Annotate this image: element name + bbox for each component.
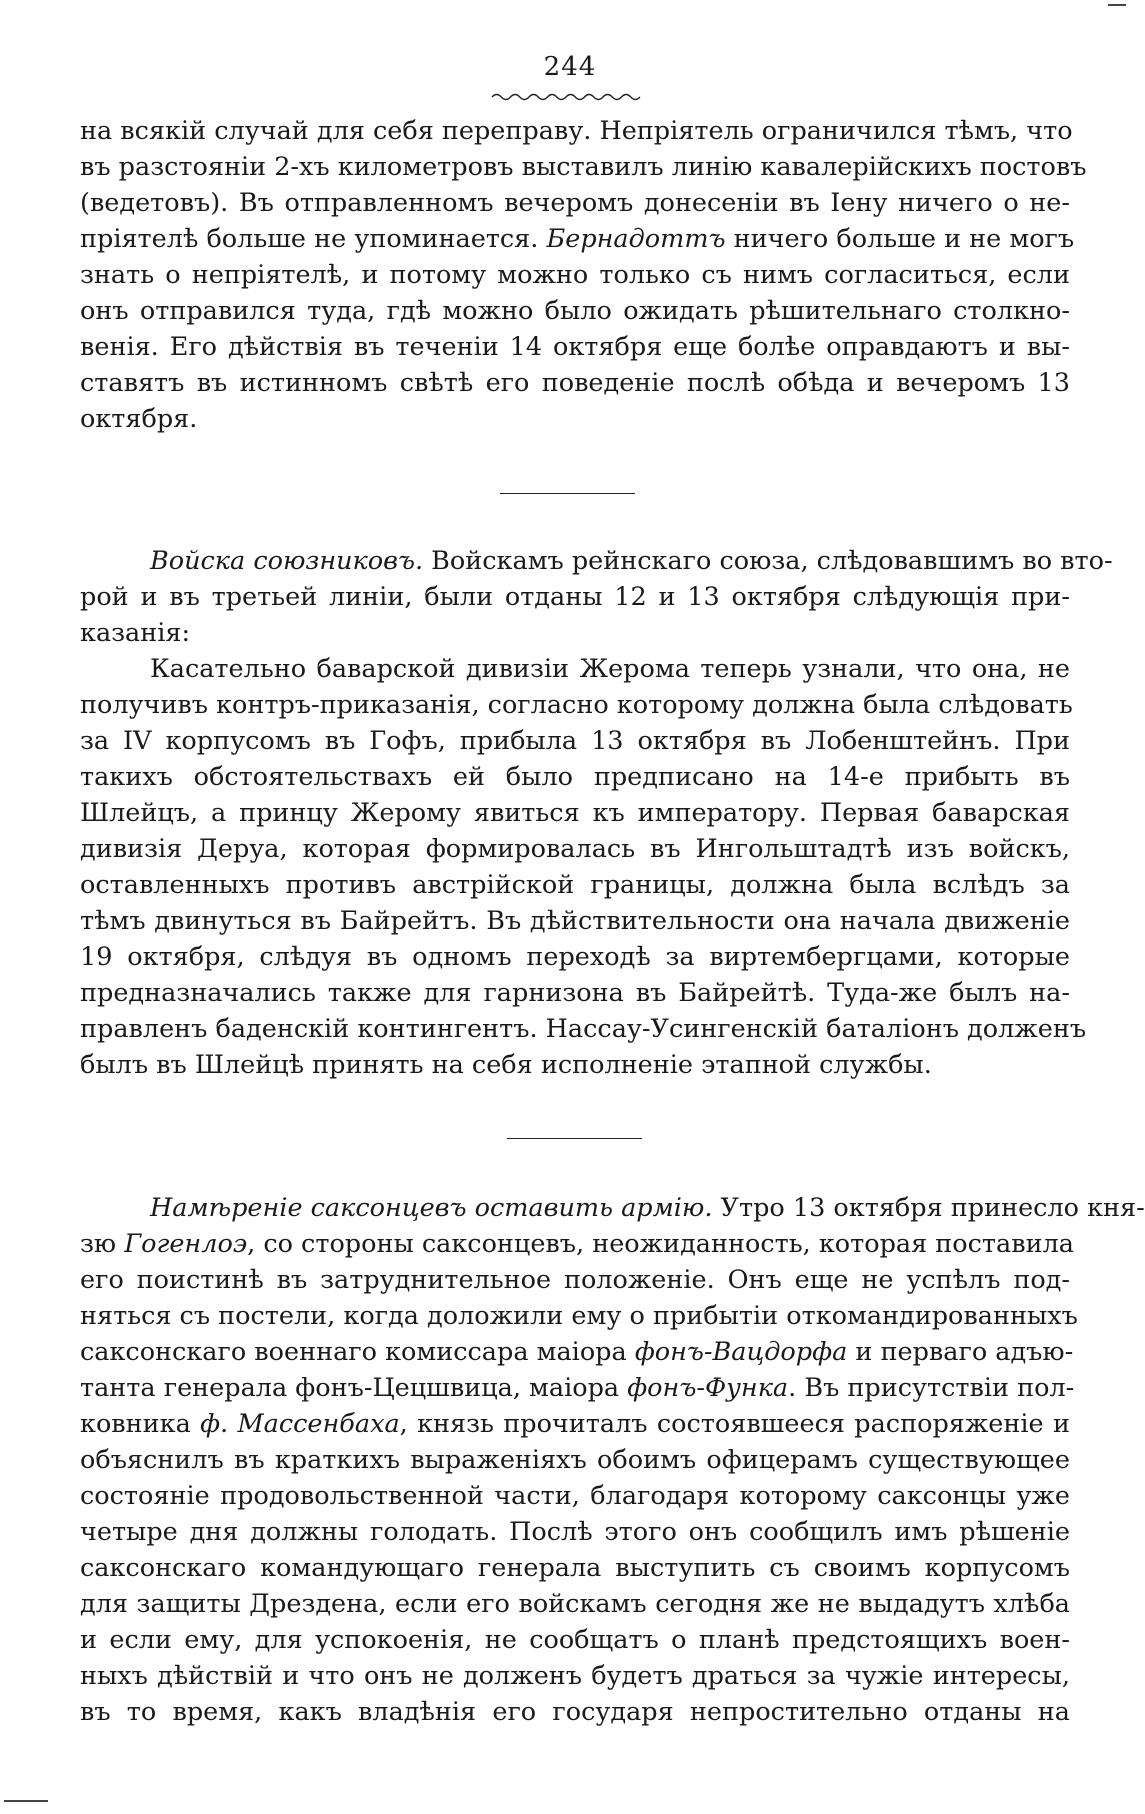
text-line (150, 1192, 1145, 1224)
page-number-wavy-rule (492, 92, 640, 102)
text-line: такихъ обстоятельствахъ ей было предписано на 14-е прибыть въ (80, 762, 1070, 792)
text-line: ставятъ въ истинномъ свѣтѣ его поведеніе послѣ обѣда и вечеромъ 13 (80, 368, 1070, 398)
italic-name: фонъ-Вацдорфа (634, 1337, 848, 1367)
text-line: и если ему, для успокоенія, не сообщатъ о планѣ предстоящихъ воен- (80, 1625, 1070, 1655)
text-line: ныхъ дѣйствій и что онъ не долженъ будетъ драться за чужіе интересы, (80, 1661, 1070, 1691)
text-line: его поистинѣ въ затруднительное положеніе. Онъ еще не успѣлъ под- (80, 1265, 1070, 1295)
text-run: , со стороны саксонцевъ, неожиданность, которая поставила (247, 1229, 1074, 1259)
text-line: венія. Его дѣйствія въ теченіи 14 октября еще болѣе оправдаютъ и вы- (80, 332, 1070, 362)
text-line: за IV корпусомъ въ Гофъ, прибыла 13 октября въ Лобенштейнъ. При (80, 726, 1070, 756)
text-run: танта генерала фонъ-Цецшвица, маіора (80, 1373, 628, 1403)
text-run: Утро 13 октября принесло кня- (712, 1193, 1145, 1223)
text-line: оставленныхъ противъ австрійской границы, должна была вслѣдъ за (80, 870, 1070, 900)
text-line: получивъ контръ-приказанія, согласно которому должна была слѣдовать (80, 690, 1073, 720)
scan-mark-bottom (4, 1800, 48, 1802)
text-run: саксонскаго военнаго комиссара маіора (80, 1337, 635, 1367)
text-run: , князь прочиталъ состоявшееся распоряженіе и (399, 1409, 1070, 1439)
page-number: 244 (543, 52, 597, 82)
text-line: саксонскаго командующаго генерала выступить съ своимъ корпусомъ (80, 1553, 1070, 1583)
italic-name: Бернадоттъ (546, 224, 726, 254)
section-divider (507, 1138, 642, 1139)
text-run: . Въ присутствіи пол- (788, 1373, 1075, 1403)
text-line (80, 1228, 1074, 1260)
italic-name: Гогенлоэ (124, 1229, 248, 1259)
text-line (80, 1372, 1075, 1404)
italic-name: ф. Массенбаха (200, 1409, 400, 1439)
text-line: знать о непріятелѣ, и потому можно только съ нимъ согласиться, если (80, 260, 1070, 290)
text-line: Касательно баварской дивизіи Жерома теперь узнали, что она, не (150, 654, 1070, 684)
text-run: и перваго адъю- (847, 1337, 1074, 1367)
scan-mark-top (1108, 4, 1126, 6)
text-line: онъ отправился туда, гдѣ можно было ожидать рѣшительнаго столкно- (80, 296, 1070, 326)
text-line: въ то время, какъ владѣнія его государя непростительно отданы на (80, 1697, 1070, 1727)
text-line (80, 1408, 1070, 1440)
text-line (80, 1336, 1074, 1368)
text-line: состояніе продовольственной части, благодаря которому саксонцы уже (80, 1481, 1070, 1511)
text-line: дивизія Деруа, которая формировалась въ Ингольштадтѣ изъ войскъ, (80, 834, 1070, 864)
text-run: Войскамъ рейнскаго союза, слѣдовавшимъ во вто- (423, 546, 1113, 576)
text-line: казанія: (80, 618, 191, 648)
text-line: 19 октября, слѣдуя въ одномъ переходѣ за виртембергцами, которые (80, 942, 1070, 972)
text-run: пріятелѣ больше не упоминается. (80, 224, 547, 254)
section-heading: Войска союзниковъ. (150, 546, 424, 576)
text-line: былъ въ Шлейцѣ принять на себя исполненіе этапной службы. (80, 1050, 932, 1080)
text-line: четыре дня должны голодать. Послѣ этого онъ сообщилъ имъ рѣшеніе (80, 1517, 1070, 1547)
text-line: няться съ постели, когда доложили ему о прибытіи откомандированныхъ (80, 1301, 1078, 1331)
text-line: тѣмъ двинуться въ Байрейтъ. Въ дѣйствительности она начала движеніе (80, 906, 1070, 936)
text-line: предназначались также для гарнизона въ Байрейтѣ. Туда-же былъ на- (80, 978, 1070, 1008)
italic-name: фонъ-Функа (627, 1373, 789, 1403)
text-line: октября. (80, 404, 198, 434)
text-line: объяснилъ въ краткихъ выраженіяхъ обоимъ офицерамъ существующее (80, 1445, 1070, 1475)
text-line (150, 545, 1113, 577)
text-line (80, 223, 1075, 255)
text-line: въ разстояніи 2-хъ километровъ выставилъ линію кавалерійскихъ постовъ (80, 152, 1087, 182)
text-line: для защиты Дрездена, если его войскамъ сегодня же не выдадутъ хлѣба (80, 1589, 1070, 1619)
text-line: рой и въ третьей линіи, были отданы 12 и 13 октября слѣдующія при- (80, 582, 1070, 612)
text-line: (ведетовъ). Въ отправленномъ вечеромъ донесеніи въ Іену ничего о не- (80, 188, 1070, 218)
section-heading: Намѣреніе саксонцевъ оставить армію. (150, 1193, 713, 1223)
text-line: на всякій случай для себя переправу. Непріятель ограничился тѣмъ, что (80, 116, 1073, 146)
text-run: зю (80, 1229, 125, 1259)
text-line: правленъ баденскій контингентъ. Нассау-Усингенскій баталіонъ долженъ (80, 1014, 1087, 1044)
text-run: ковника (80, 1409, 201, 1439)
section-divider (500, 493, 635, 494)
text-line: Шлейцъ, а принцу Жерому явиться къ императору. Первая баварская (80, 798, 1070, 828)
text-run: ничего больше и не могъ (725, 224, 1075, 254)
